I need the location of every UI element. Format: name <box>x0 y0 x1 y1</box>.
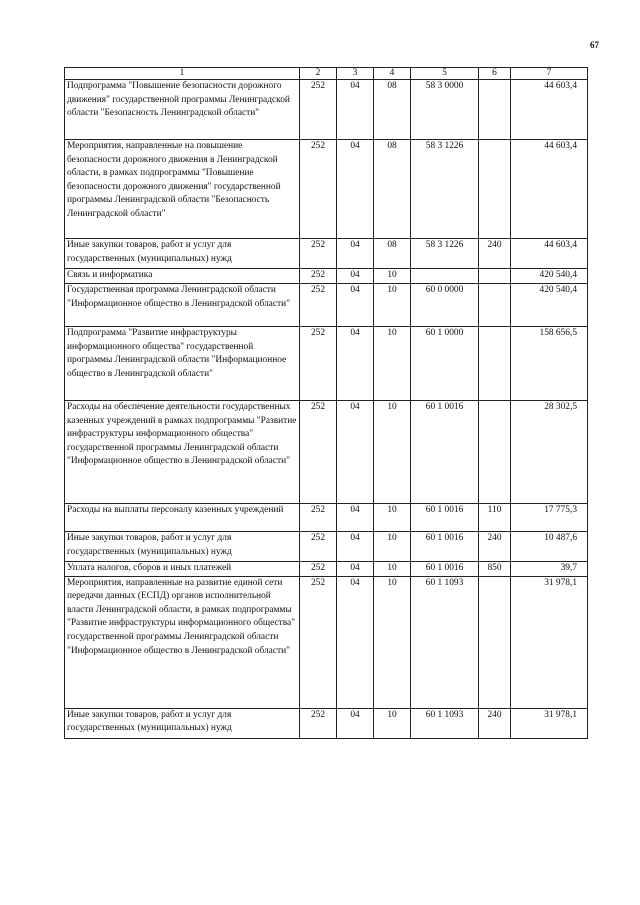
row-section-code: 04 <box>337 239 374 269</box>
table-row <box>65 140 588 239</box>
row-ministry-code: 252 <box>300 576 337 708</box>
row-section-code: 04 <box>337 284 374 327</box>
column-header-6: 6 <box>479 68 511 80</box>
row-amount: 10 487,6 <box>511 532 588 562</box>
row-section-code: 04 <box>337 327 374 401</box>
row-expense-type <box>479 80 511 140</box>
row-target-code <box>411 269 479 284</box>
row-name: Мероприятия, направленные на развитие единой сети передачи данных (ЕСПД) органов исполнительной власти Ленинградской области, в рамках подпрограммы "Развитие инфраструктуры информационного общества" государственной программы Ленинградской области "Информационное общество в Ленинградской области" <box>65 576 300 708</box>
row-amount: 28 302,5 <box>511 401 588 504</box>
row-expense-type <box>479 401 511 504</box>
row-target-code: 60 1 0016 <box>411 562 479 577</box>
row-expense-type <box>479 327 511 401</box>
row-amount: 44 603,4 <box>511 80 588 140</box>
row-amount: 31 978,1 <box>511 576 588 708</box>
table-row <box>65 401 588 504</box>
row-target-code: 58 3 1226 <box>411 239 479 269</box>
row-amount: 420 540,4 <box>511 269 588 284</box>
row-name: Государственная программа Ленинградской области "Информационное общество в Ленинградской области" <box>65 284 300 327</box>
row-target-code: 58 3 1226 <box>411 140 479 239</box>
row-target-code: 60 0 0000 <box>411 284 479 327</box>
row-expense-type <box>479 269 511 284</box>
row-name: Иные закупки товаров, работ и услуг для государственных (муниципальных) нужд <box>65 708 300 738</box>
table-row <box>65 80 588 140</box>
page-number: 67 <box>590 40 599 50</box>
row-amount: 420 540,4 <box>511 284 588 327</box>
row-target-code: 60 1 1093 <box>411 576 479 708</box>
row-name: Расходы на обеспечение деятельности государственных казенных учреждений в рамках подпрограммы "Развитие инфраструктуры информационного общества" государственной программы Ленинградской области "Информационное общество в Ленинградской области" <box>65 401 300 504</box>
row-expense-type <box>479 576 511 708</box>
row-name: Подпрограмма "Повышение безопасности дорожного движения" государственной программы Ленинградской области "Безопасность Ленинградской области" <box>65 80 300 140</box>
row-name: Мероприятия, направленные на повышение безопасности дорожного движения в Ленинградской области, в рамках подпрограммы "Повышение безопасности дорожного движения" государственной программы Ленинградской области "Безопасность Ленинградской области" <box>65 140 300 239</box>
row-section-code: 04 <box>337 562 374 577</box>
row-target-code: 60 1 0016 <box>411 532 479 562</box>
table-row <box>65 576 588 708</box>
row-target-code: 60 1 1093 <box>411 708 479 738</box>
row-section-code: 04 <box>337 576 374 708</box>
row-target-code: 60 1 0016 <box>411 504 479 532</box>
row-subsection-code: 10 <box>374 284 411 327</box>
row-name: Иные закупки товаров, работ и услуг для государственных (муниципальных) нужд <box>65 532 300 562</box>
row-ministry-code: 252 <box>300 140 337 239</box>
row-target-code: 58 3 0000 <box>411 80 479 140</box>
row-expense-type <box>479 284 511 327</box>
row-target-code: 60 1 0000 <box>411 327 479 401</box>
row-expense-type <box>479 140 511 239</box>
row-expense-type: 240 <box>479 708 511 738</box>
row-expense-type: 110 <box>479 504 511 532</box>
row-ministry-code: 252 <box>300 401 337 504</box>
column-header-3: 3 <box>337 68 374 80</box>
row-name: Уплата налогов, сборов и иных платежей <box>65 562 300 577</box>
row-section-code: 04 <box>337 401 374 504</box>
row-subsection-code: 10 <box>374 327 411 401</box>
table-row <box>65 562 588 577</box>
column-header-4: 4 <box>374 68 411 80</box>
row-ministry-code: 252 <box>300 327 337 401</box>
row-ministry-code: 252 <box>300 708 337 738</box>
row-subsection-code: 08 <box>374 80 411 140</box>
row-ministry-code: 252 <box>300 562 337 577</box>
row-subsection-code: 10 <box>374 504 411 532</box>
row-expense-type: 850 <box>479 562 511 577</box>
table-row <box>65 284 588 327</box>
row-subsection-code: 10 <box>374 269 411 284</box>
row-amount: 44 603,4 <box>511 140 588 239</box>
row-ministry-code: 252 <box>300 504 337 532</box>
row-subsection-code: 10 <box>374 401 411 504</box>
table-row <box>65 708 588 738</box>
row-name: Подпрограмма "Развитие инфраструктуры информационного общества" государственной программы Ленинградской области "Информационное общество в Ленинградской области" <box>65 327 300 401</box>
row-section-code: 04 <box>337 708 374 738</box>
row-section-code: 04 <box>337 532 374 562</box>
column-header-5: 5 <box>411 68 479 80</box>
row-section-code: 04 <box>337 140 374 239</box>
row-name: Иные закупки товаров, работ и услуг для государственных (муниципальных) нужд <box>65 239 300 269</box>
table-row <box>65 269 588 284</box>
row-amount: 158 656,5 <box>511 327 588 401</box>
row-amount: 39,7 <box>511 562 588 577</box>
budget-table <box>64 67 588 739</box>
column-header-2: 2 <box>300 68 337 80</box>
row-subsection-code: 10 <box>374 562 411 577</box>
row-amount: 17 775,3 <box>511 504 588 532</box>
row-subsection-code: 10 <box>374 532 411 562</box>
row-ministry-code: 252 <box>300 269 337 284</box>
row-expense-type: 240 <box>479 532 511 562</box>
row-section-code: 04 <box>337 269 374 284</box>
row-subsection-code: 10 <box>374 576 411 708</box>
row-name: Связь и информатика <box>65 269 300 284</box>
row-subsection-code: 08 <box>374 239 411 269</box>
row-ministry-code: 252 <box>300 239 337 269</box>
table-row <box>65 327 588 401</box>
row-subsection-code: 08 <box>374 140 411 239</box>
row-name: Расходы на выплаты персоналу казенных учреждений <box>65 504 300 532</box>
table-row <box>65 532 588 562</box>
row-target-code: 60 1 0016 <box>411 401 479 504</box>
table-header-row <box>65 68 588 80</box>
row-ministry-code: 252 <box>300 80 337 140</box>
table-row <box>65 504 588 532</box>
row-amount: 31 978,1 <box>511 708 588 738</box>
row-ministry-code: 252 <box>300 532 337 562</box>
table-row <box>65 239 588 269</box>
row-section-code: 04 <box>337 80 374 140</box>
column-header-7: 7 <box>511 68 588 80</box>
row-amount: 44 603,4 <box>511 239 588 269</box>
column-header-1: 1 <box>65 68 300 80</box>
row-subsection-code: 10 <box>374 708 411 738</box>
row-ministry-code: 252 <box>300 284 337 327</box>
row-expense-type: 240 <box>479 239 511 269</box>
row-section-code: 04 <box>337 504 374 532</box>
